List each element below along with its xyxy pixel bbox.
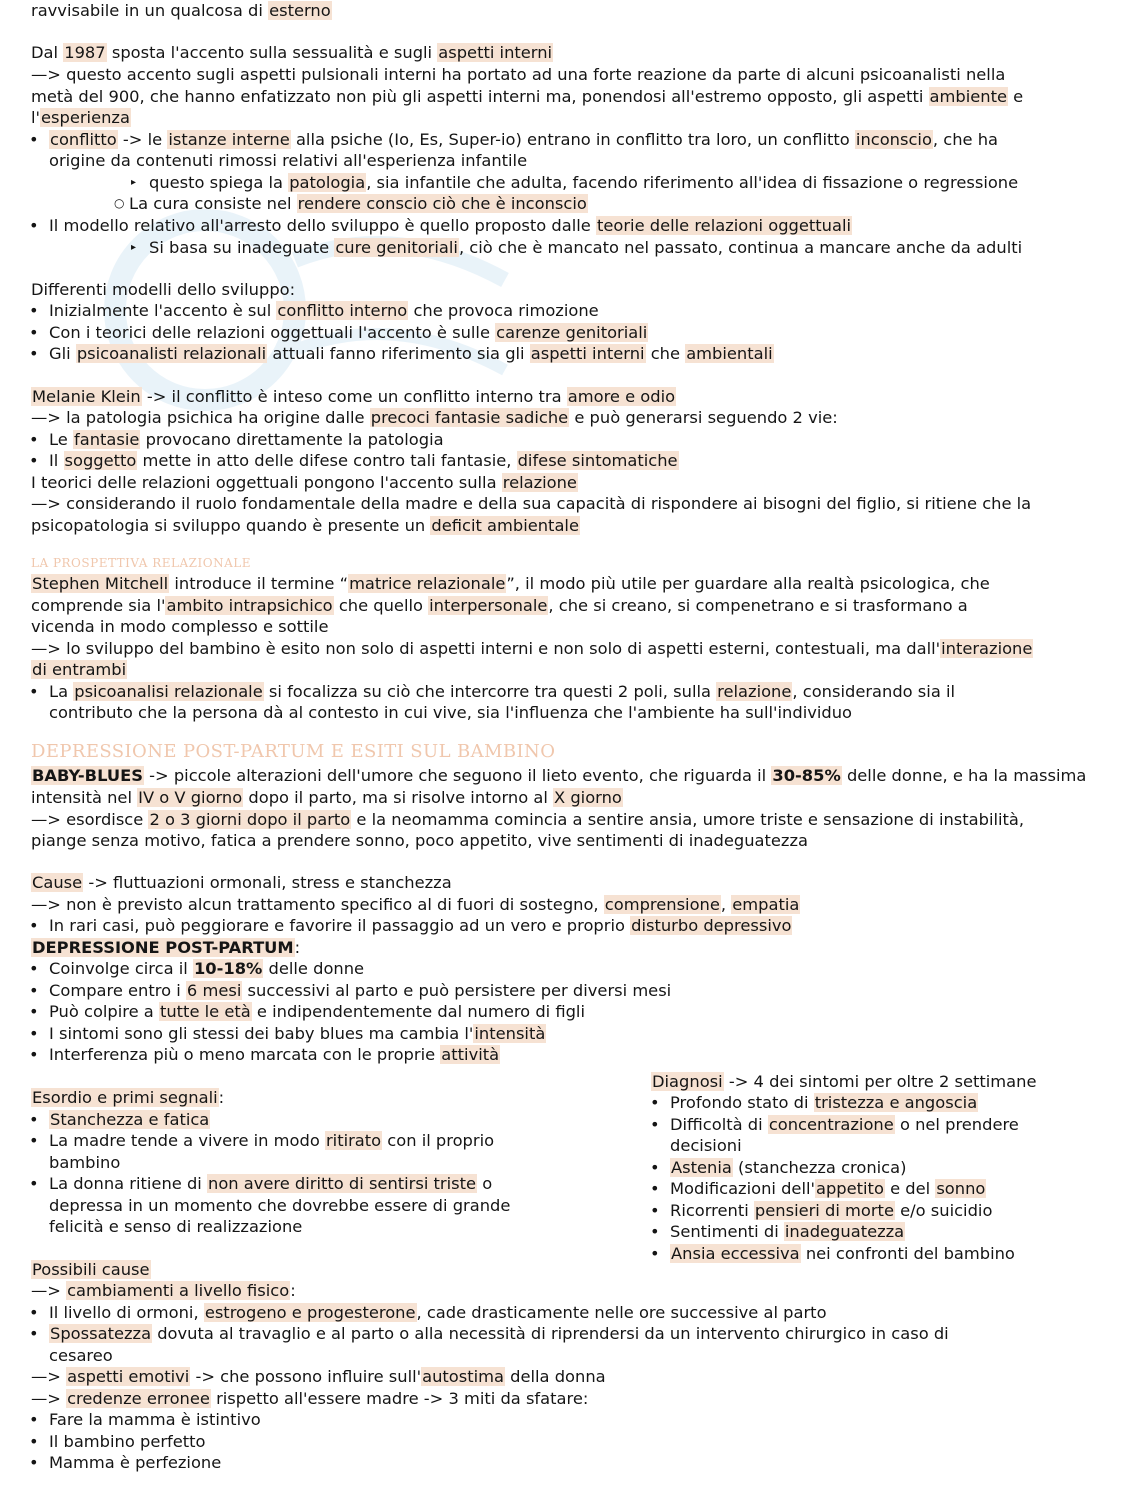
text-run: —>	[31, 1389, 67, 1408]
text-line	[31, 595, 968, 616]
text-line	[49, 1109, 210, 1130]
text-run: felicità e senso di realizzazione	[49, 1217, 303, 1236]
highlighted-term: 2 o 3 giorni dopo il parto	[149, 810, 351, 829]
text-run: si focalizza su ciò che intercorre tra questi 2 poli, sulla	[263, 682, 717, 701]
text-run: depressa in un momento che dovrebbe essere di grande	[49, 1196, 511, 1215]
text-run: Inizialmente l'accento è sul	[49, 301, 277, 320]
highlighted-term: conflitto interno	[277, 301, 408, 320]
text-line	[31, 0, 332, 21]
highlighted-term: rendere conscio ciò che è inconscio	[297, 194, 587, 213]
text-line	[670, 1157, 906, 1178]
text-run: intensità nel	[31, 788, 138, 807]
text-line	[49, 1195, 510, 1216]
text-run: metà del 900, che hanno enfatizzato non più gli aspetti interni ma, ponendosi all'estremo opposto, gli aspetti	[31, 87, 929, 106]
text-line	[31, 107, 131, 128]
text-run: La madre tende a vivere in modo	[49, 1131, 325, 1150]
text-line	[31, 830, 808, 851]
highlighted-term: DEPRESSIONE POST-PARTUM	[32, 938, 294, 957]
text-line	[49, 915, 792, 936]
text-line	[31, 386, 676, 407]
text-line	[670, 1200, 992, 1221]
highlighted-term: comprensione	[604, 895, 720, 914]
text-run: Fare la mamma è istintivo	[49, 1410, 261, 1429]
text-run: e	[1007, 87, 1024, 106]
text-run: , cade drasticamente nelle ore successive al parto	[416, 1303, 827, 1322]
text-run: con il proprio	[382, 1131, 495, 1150]
highlighted-term: Spossatezza	[50, 1324, 152, 1343]
highlighted-term: estrogeno e progesterone	[204, 1303, 416, 1322]
highlighted-term: disturbo depressivo	[631, 916, 792, 935]
text-run: questo spiega la	[149, 173, 289, 192]
highlighted-term: 6 mesi	[186, 981, 242, 1000]
text-line	[31, 872, 452, 893]
text-line	[670, 1178, 986, 1199]
text-line	[31, 515, 580, 536]
text-run: —> la patologia psichica ha origine dalle	[31, 408, 370, 427]
text-run: —>	[31, 1281, 67, 1300]
text-line	[149, 172, 1018, 193]
text-line	[49, 1345, 113, 1366]
text-line	[49, 1431, 206, 1452]
text-line	[49, 1044, 500, 1065]
text-line	[670, 1135, 742, 1156]
text-run: , sia infantile che adulta, facendo riferimento all'idea di fissazione o regressione	[366, 173, 1019, 192]
highlighted-term: BABY-BLUES	[32, 766, 143, 785]
text-run: Le	[49, 430, 73, 449]
text-run: ,	[720, 895, 732, 914]
text-run: cesareo	[49, 1346, 113, 1365]
text-run: Può colpire a	[49, 1002, 159, 1021]
text-line	[49, 1302, 827, 1323]
text-run: Ricorrenti	[670, 1201, 754, 1220]
highlighted-term: Ansia eccessiva	[671, 1244, 800, 1263]
text-run: e del	[884, 1179, 936, 1198]
text-run: —> esordisce	[31, 810, 149, 829]
text-run: Gli	[49, 344, 76, 363]
highlighted-term: inadeguatezza	[784, 1222, 905, 1241]
text-run: Il modello relativo all'arresto dello sviluppo è quello proposto dalle	[49, 216, 596, 235]
highlighted-term: relazione	[502, 473, 577, 492]
highlighted-term: concentrazione	[768, 1115, 894, 1134]
text-run: Sentimenti di	[670, 1222, 784, 1241]
text-line	[49, 980, 671, 1001]
text-run: della donna	[504, 1367, 606, 1386]
highlighted-term: carenze genitoriali	[496, 323, 648, 342]
highlighted-term: IV o V giorno	[138, 788, 243, 807]
text-line	[31, 42, 553, 63]
highlighted-term: fantasie	[73, 430, 140, 449]
text-run: o	[477, 1174, 493, 1193]
text-line	[31, 1280, 296, 1301]
highlighted-term: cambiamenti a livello fisico	[67, 1281, 290, 1300]
text-line	[670, 1243, 1015, 1264]
text-run: e può generarsi seguendo 2 vie:	[569, 408, 838, 427]
highlighted-term: patologia	[289, 173, 366, 192]
text-run: comprende sia l'	[31, 596, 166, 615]
text-line	[31, 279, 295, 300]
text-line	[31, 86, 1023, 107]
highlighted-term: relazione	[717, 682, 792, 701]
text-line	[149, 237, 1022, 258]
highlighted-term: precoci fantasie sadiche	[370, 408, 569, 427]
highlighted-term: inconscio	[855, 130, 932, 149]
text-run: delle donne, e ha la massima	[841, 766, 1087, 785]
highlighted-term: ambiente	[929, 87, 1007, 106]
text-run: DEPRESSIONE POST-PARTUM E ESITI SUL BAMBINO	[31, 741, 556, 762]
text-line	[49, 450, 679, 471]
text-run: dovuta al travaglio e al parto o alla necessità di riprendersi da un intervento chirurgico in caso di	[152, 1324, 949, 1343]
text-line	[31, 64, 1005, 85]
text-line	[31, 1259, 151, 1280]
highlighted-term: autostima	[422, 1367, 504, 1386]
text-line	[49, 129, 998, 150]
text-run: Coinvolge circa il	[49, 959, 193, 978]
text-line	[49, 215, 852, 236]
text-line	[31, 659, 127, 680]
text-run: —>	[31, 1367, 67, 1386]
highlighted-term: psicoanalisi relazionale	[74, 682, 263, 701]
highlighted-term: esperienza	[41, 108, 130, 127]
text-run: introduce il termine “	[169, 574, 349, 593]
text-run: -> fluttuazioni ormonali, stress e stanchezza	[83, 873, 452, 892]
highlighted-term: empatia	[732, 895, 800, 914]
text-run: Interferenza più o meno marcata con le proprie	[49, 1045, 441, 1064]
highlighted-term: interpersonale	[429, 596, 548, 615]
text-run: —> considerando il ruolo fondamentale della madre e della sua capacità di rispondere ai bisogni del figlio, si ritiene che la	[31, 494, 1032, 513]
text-run: Si basa su inadeguate	[149, 238, 335, 257]
text-run: ravvisabile in un qualcosa di	[31, 1, 269, 20]
text-line	[31, 407, 838, 428]
text-run: Il bambino perfetto	[49, 1432, 206, 1451]
text-run: :	[218, 1088, 225, 1107]
highlighted-term: amore e odio	[567, 387, 676, 406]
text-line	[31, 787, 623, 808]
text-run: La cura consiste nel	[129, 194, 297, 213]
highlighted-term: aspetti interni	[438, 43, 553, 62]
text-line	[31, 937, 300, 958]
highlighted-term: Diagnosi	[652, 1072, 723, 1091]
highlighted-term: appetito	[815, 1179, 884, 1198]
highlighted-term: aspetti interni	[530, 344, 645, 363]
text-run: , che ha	[932, 130, 999, 149]
text-run: I sintomi sono gli stessi dei baby blues ma cambia l'	[49, 1024, 474, 1043]
highlighted-term: teorie delle relazioni oggettuali	[596, 216, 852, 235]
text-line	[49, 1173, 492, 1194]
text-run: LA PROSPETTIVA RELAZIONALE	[31, 556, 251, 570]
text-line	[49, 1323, 949, 1344]
text-line	[31, 493, 1031, 514]
text-run: , ciò che è mancato nel passato, continua a mancare anche da adulti	[458, 238, 1023, 257]
text-run: :	[290, 1281, 296, 1300]
text-run: Mamma è perfezione	[49, 1453, 222, 1472]
text-run: l'	[31, 108, 40, 127]
highlighted-term: ambito intrapsichico	[166, 596, 333, 615]
highlighted-term: matrice relazionale	[349, 574, 506, 593]
text-run: Compare entro i	[49, 981, 186, 1000]
highlighted-term: credenze erronee	[67, 1389, 210, 1408]
text-line	[49, 958, 364, 979]
text-line	[651, 1071, 1036, 1092]
highlighted-term: di entrambi	[32, 660, 127, 679]
highlighted-term: 10-18%	[193, 959, 263, 978]
text-line	[31, 1366, 606, 1387]
highlighted-term: conflitto	[50, 130, 117, 149]
highlighted-term: 30-85%	[772, 766, 841, 785]
highlighted-term: Cause	[32, 873, 83, 892]
text-line	[49, 1452, 221, 1473]
text-run: —> non è previsto alcun trattamento specifico al di fuori di sostegno,	[31, 895, 604, 914]
text-line	[49, 429, 444, 450]
text-run: Con i teorici delle relazioni oggettuali l'accento è sulle	[49, 323, 496, 342]
text-line	[49, 300, 599, 321]
highlighted-term: difese sintomatiche	[517, 451, 678, 470]
text-line	[31, 1087, 224, 1108]
highlighted-term: istanze interne	[168, 130, 290, 149]
text-run: o nel prendere	[894, 1115, 1019, 1134]
text-line	[670, 1092, 978, 1113]
text-run: provocano direttamente la patologia	[140, 430, 444, 449]
highlighted-term: ritirato	[325, 1131, 382, 1150]
highlighted-term: tutte le età	[159, 1002, 251, 1021]
text-run: mette in atto delle difese contro tali fantasie,	[137, 451, 517, 470]
text-run: Profondo stato di	[670, 1093, 814, 1112]
text-run: che provoca rimozione	[408, 301, 599, 320]
highlighted-term: soggetto	[64, 451, 137, 470]
text-line	[49, 150, 527, 171]
text-run: alla psiche (Io, Es, Super-io) entrano in conflitto tra loro, un conflitto	[290, 130, 855, 149]
text-run: che	[645, 344, 686, 363]
text-run: Dal	[31, 43, 64, 62]
highlighted-term: interazione	[941, 639, 1033, 658]
text-line	[31, 573, 990, 594]
text-run: -> il conflitto è inteso come un conflitto interno tra	[141, 387, 567, 406]
text-run: delle donne	[263, 959, 365, 978]
text-run: -> che possono influire sull'	[190, 1367, 422, 1386]
highlighted-term: cure genitoriali	[335, 238, 458, 257]
text-run: sposta l'accento sulla sessualità e sugli	[106, 43, 438, 62]
text-line	[31, 472, 578, 493]
text-run: -> 4 dei sintomi per oltre 2 settimane	[723, 1072, 1037, 1091]
text-run: origine da contenuti rimossi relativi all'esperienza infantile	[49, 151, 528, 170]
highlighted-term: aspetti emotivi	[67, 1367, 190, 1386]
text-run: -> le	[117, 130, 168, 149]
text-line	[49, 1001, 585, 1022]
text-run: , che si creano, si compenetrano e si trasformano a	[548, 596, 968, 615]
highlighted-term: intensità	[474, 1024, 546, 1043]
text-run: attuali fanno riferimento sia gli	[267, 344, 530, 363]
text-run: successivi al parto e può persistere per diversi mesi	[242, 981, 672, 1000]
highlighted-term: attività	[441, 1045, 500, 1064]
text-line	[670, 1221, 905, 1242]
text-line	[31, 616, 328, 637]
text-run: Modificazioni dell'	[670, 1179, 815, 1198]
text-run: In rari casi, può peggiorare e favorire il passaggio ad un vero e proprio	[49, 916, 631, 935]
highlighted-term: esterno	[269, 1, 331, 20]
text-run: vicenda in modo complesso e sottile	[31, 617, 329, 636]
text-run: e/o suicidio	[894, 1201, 993, 1220]
highlighted-term: deficit ambientale	[431, 516, 579, 535]
highlighted-term: Melanie Klein	[32, 387, 141, 406]
highlighted-term: Stephen Mitchell	[32, 574, 169, 593]
text-line	[49, 322, 648, 343]
text-run: I teorici delle relazioni oggettuali pongono l'accento sulla	[31, 473, 502, 492]
text-run: La donna ritiene di	[49, 1174, 207, 1193]
text-line	[31, 741, 555, 762]
highlighted-term: Stanchezza e fatica	[50, 1110, 210, 1129]
text-run: (stanchezza cronica)	[732, 1158, 907, 1177]
text-run: psicopatologia si sviluppo quando è presente un	[31, 516, 431, 535]
text-run: —> lo sviluppo del bambino è esito non solo di aspetti interni e non solo di aspetti esterni, contestuali, ma dall'	[31, 639, 941, 658]
text-line	[49, 1152, 120, 1173]
highlighted-term: Astenia	[671, 1158, 732, 1177]
text-line	[31, 894, 800, 915]
text-run: —> questo accento sugli aspetti pulsionali interni ha portato ad una forte reazione da parte di alcuni psicoanalisti nella	[31, 65, 1006, 84]
text-line	[31, 638, 1033, 659]
text-run: Il	[49, 451, 64, 470]
text-line	[31, 1388, 588, 1409]
text-line	[49, 1409, 261, 1430]
text-run: che quello	[333, 596, 429, 615]
highlighted-term: tristezza e angoscia	[814, 1093, 978, 1112]
text-run: decisioni	[670, 1136, 742, 1155]
text-run: e indipendentemente dal numero di figli	[251, 1002, 585, 1021]
text-line	[129, 193, 588, 214]
text-run: ”, il modo più utile per guardare alla realtà psicologica, che	[506, 574, 990, 593]
text-run: La	[49, 682, 74, 701]
highlighted-term: ambientali	[686, 344, 773, 363]
text-run: :	[294, 938, 301, 957]
text-run: rispetto all'essere madre -> 3 miti da sfatare:	[210, 1389, 589, 1408]
highlighted-term: X giorno	[554, 788, 622, 807]
text-line	[49, 1216, 302, 1237]
text-run: piange senza motivo, fatica a prendere sonno, poco appetito, vive sentimenti di inadeguatezza	[31, 831, 808, 850]
text-line	[31, 765, 1086, 786]
text-run: Differenti modelli dello sviluppo:	[31, 280, 296, 299]
text-line	[49, 681, 955, 702]
text-line	[49, 1023, 546, 1044]
highlighted-term: 1987	[64, 43, 106, 62]
highlighted-term: Possibili cause	[32, 1260, 150, 1279]
text-run: dopo il parto, ma si risolve intorno al	[243, 788, 554, 807]
highlighted-term: pensieri di morte	[754, 1201, 894, 1220]
text-run: e la neomamma comincia a sentire ansia, umore triste e sensazione di instabilità,	[351, 810, 1025, 829]
text-line	[31, 809, 1024, 830]
text-run: contributo che la persona dà al contesto in cui vive, sia l'influenza che l'ambiente ha sull'individuo	[49, 703, 852, 722]
text-line	[31, 553, 251, 574]
highlighted-term: sonno	[936, 1179, 986, 1198]
text-line	[670, 1114, 1019, 1135]
text-run: -> piccole alterazioni dell'umore che seguono il lieto evento, che riguarda il	[143, 766, 772, 785]
text-run: nei confronti del bambino	[800, 1244, 1015, 1263]
highlighted-term: non avere diritto di sentirsi triste	[208, 1174, 477, 1193]
text-run: Il livello di ormoni,	[49, 1303, 204, 1322]
highlighted-term: psicoanalisti relazionali	[76, 344, 267, 363]
text-run: Difficoltà di	[670, 1115, 768, 1134]
text-line	[49, 702, 852, 723]
text-run: , considerando sia il	[792, 682, 956, 701]
text-run: bambino	[49, 1153, 121, 1172]
text-line	[49, 343, 774, 364]
highlighted-term: Esordio e primi segnali	[32, 1088, 218, 1107]
text-line	[49, 1130, 494, 1151]
